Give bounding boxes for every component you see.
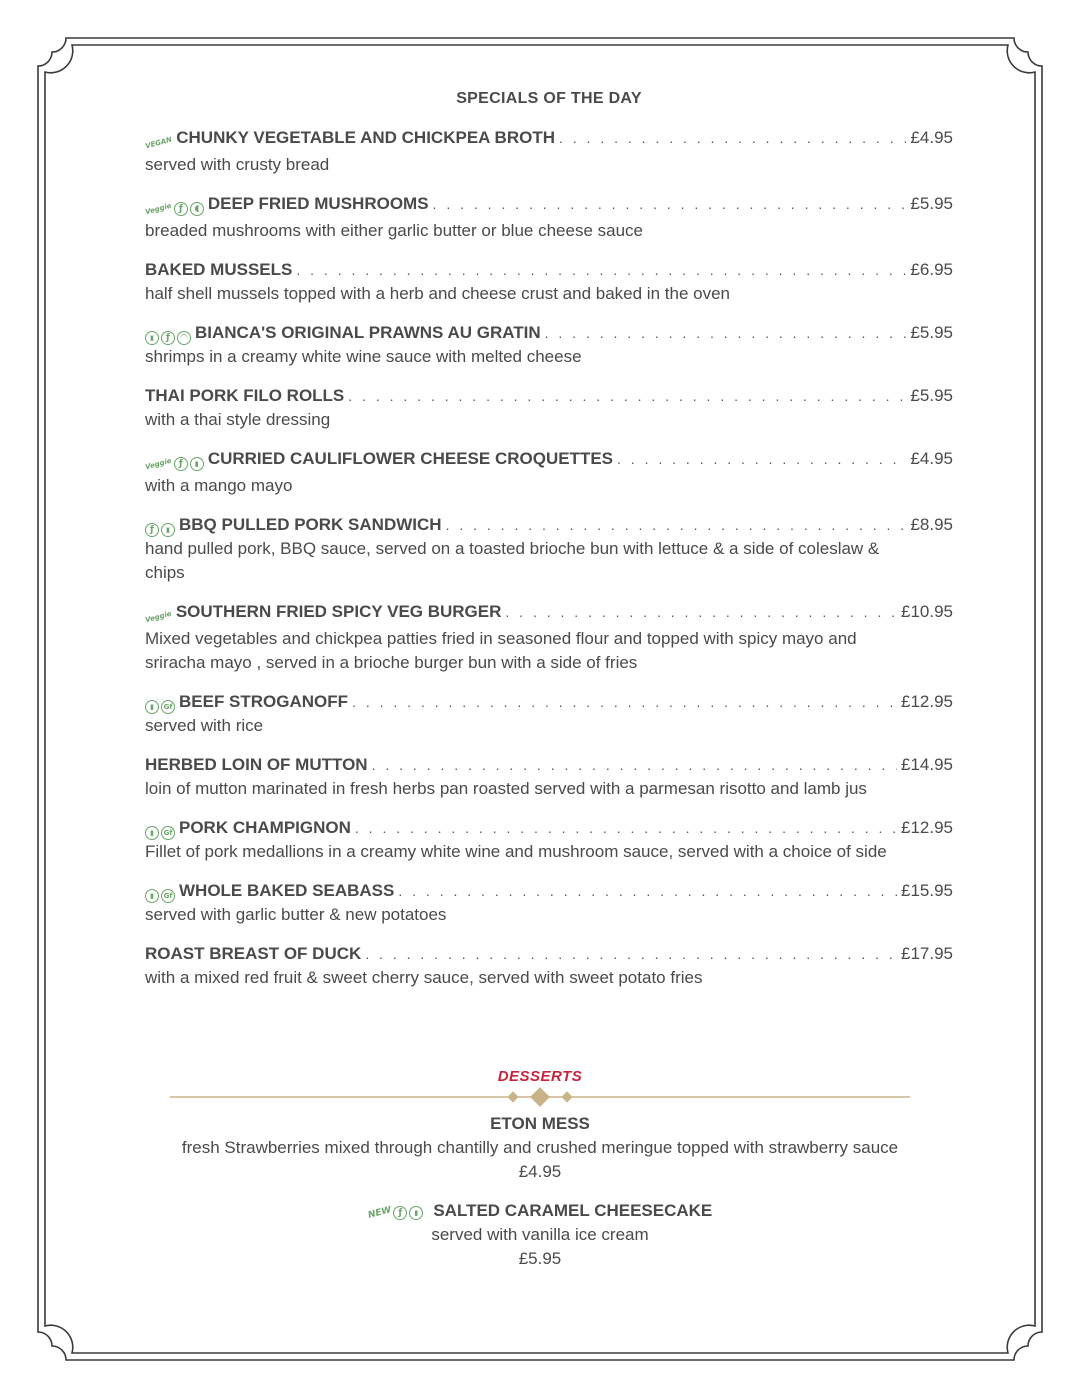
menu-item-price: £5.95 — [910, 323, 953, 342]
dairy-icon: ▮ — [409, 1206, 423, 1220]
dot-leader — [355, 816, 897, 840]
nut-icon: ƒ — [174, 457, 188, 471]
ornamental-divider — [170, 1087, 910, 1107]
menu-item-price: £4.95 — [910, 128, 953, 147]
menu-item-header — [145, 192, 953, 219]
menu-item — [145, 126, 953, 177]
menu-item-description: served with crusty bread — [145, 155, 330, 174]
menu-item-description: Mixed vegetables and chickpea patties fried in seasoned flour and topped with spicy mayo and sriracha mayo , served in a brioche burger bun with a side of fries — [145, 629, 857, 672]
menu-item — [145, 513, 953, 585]
menu-item-description: with a mango mayo — [145, 476, 293, 495]
dot-leader — [559, 126, 906, 150]
menu-item-name: HERBED LOIN OF MUTTON — [145, 755, 368, 774]
menu-item-price: £6.95 — [910, 260, 953, 279]
dot-leader — [433, 192, 907, 216]
menu-item-name: CURRIED CAULIFLOWER CHEESE CROQUETTES — [207, 449, 614, 468]
dessert-price: £5.95 — [518, 1249, 562, 1268]
menu-item — [145, 600, 953, 675]
dietary-icons — [145, 826, 175, 840]
menu-item — [145, 942, 953, 990]
menu-item-name: PORK CHAMPIGNON — [179, 818, 351, 837]
dessert-name: SALTED CARAMEL CHEESECAKE — [433, 1201, 713, 1220]
dessert-description: fresh Strawberries mixed through chantilly and crushed meringue topped with strawberry sauce — [181, 1138, 899, 1157]
specials-list — [145, 126, 953, 990]
dairy-icon: ▮ — [145, 826, 159, 840]
menu-item — [145, 321, 953, 369]
dot-leader — [545, 321, 907, 345]
dietary-icons — [145, 700, 175, 714]
menu-item-description: shrimps in a creamy white wine sauce with melted cheese — [145, 347, 582, 366]
menu-item-description: served with garlic butter & new potatoes — [145, 905, 447, 924]
dietary-icons — [145, 331, 191, 345]
menu-item-header — [145, 879, 953, 903]
menu-item-description: loin of mutton marinated in fresh herbs pan roasted served with a parmesan risotto and lamb jus — [145, 779, 867, 798]
menu-item-price: £17.95 — [901, 944, 953, 963]
gluten-free-icon: Gf — [161, 826, 175, 840]
menu-item-price: £5.95 — [910, 386, 953, 405]
menu-item-header — [145, 258, 953, 282]
menu-item — [145, 384, 953, 432]
dot-leader — [296, 258, 906, 282]
menu-item-header — [145, 513, 953, 537]
dairy-icon: ▮ — [145, 889, 159, 903]
dot-leader — [365, 942, 897, 966]
dessert-description: served with vanilla ice cream — [431, 1225, 649, 1244]
dietary-icons — [145, 131, 172, 155]
dessert-header — [368, 1199, 713, 1223]
dot-leader — [617, 447, 906, 471]
menu-item-name: BEEF STROGANOFF — [179, 692, 349, 711]
menu-item-description: hand pulled pork, BBQ sauce, served on a toasted brioche bun with lettuce & a side of coleslaw & chips — [145, 539, 880, 582]
dessert-header — [490, 1112, 590, 1136]
gluten-free-icon: Gf — [161, 700, 175, 714]
menu-item-price: £15.95 — [901, 881, 953, 900]
desserts-section — [0, 1068, 1080, 1286]
dot-leader — [372, 753, 897, 777]
dietary-icons — [145, 889, 175, 903]
dairy-icon: ▮ — [190, 457, 204, 471]
veggie-icon: Veggie — [144, 456, 173, 472]
menu-item-name: BBQ PULLED PORK SANDWICH — [179, 515, 442, 534]
menu-item-header — [145, 321, 953, 345]
menu-item-price: £14.95 — [901, 755, 953, 774]
menu-item-header — [145, 942, 953, 966]
menu-item — [145, 753, 953, 801]
veggie-icon: Veggie — [144, 609, 173, 625]
menu-item — [145, 879, 953, 927]
menu-item-name: SOUTHERN FRIED SPICY VEG BURGER — [175, 602, 502, 621]
dot-leader — [348, 384, 906, 408]
dessert-price: £4.95 — [518, 1162, 562, 1181]
dietary-icons — [145, 605, 172, 629]
dietary-icons — [368, 1206, 424, 1220]
menu-item-header — [145, 690, 953, 714]
menu-item-name: CHUNKY VEGETABLE AND CHICKPEA BROTH — [176, 128, 555, 147]
veggie-icon: Veggie — [144, 201, 173, 217]
nut-icon: ƒ — [145, 523, 159, 537]
nut-icon: ƒ — [393, 1206, 407, 1220]
dietary-icons — [145, 197, 204, 221]
menu-item-header — [145, 126, 953, 153]
menu-item-header — [145, 384, 953, 408]
menu-item-price: £5.95 — [910, 194, 953, 213]
menu-item-name: THAI PORK FILO ROLLS — [145, 386, 345, 405]
menu-item — [145, 192, 953, 243]
shellfish-icon: ◠ — [177, 331, 191, 345]
dietary-icons — [145, 523, 175, 537]
menu-item — [145, 816, 953, 864]
menu-item — [145, 690, 953, 738]
menu-item-header — [145, 753, 953, 777]
menu-item-description: with a mixed red fruit & sweet cherry sauce, served with sweet potato fries — [145, 968, 703, 987]
nut-icon: ƒ — [161, 331, 175, 345]
dot-leader — [398, 879, 897, 903]
dessert-item — [0, 1199, 1080, 1271]
dietary-icons — [145, 452, 204, 476]
menu-item-price: £8.95 — [910, 515, 953, 534]
menu-item-price: £12.95 — [901, 818, 953, 837]
menu-item-name: BIANCA'S ORIGINAL PRAWNS AU GRATIN — [195, 323, 541, 342]
menu-item — [145, 258, 953, 306]
leaf-icon: ◖ — [190, 202, 204, 216]
menu-item-name: DEEP FRIED MUSHROOMS — [207, 194, 429, 213]
dot-leader — [446, 513, 907, 537]
menu-item — [145, 447, 953, 498]
menu-item-description: breaded mushrooms with either garlic butter or blue cheese sauce — [145, 221, 643, 240]
menu-item-name: ROAST BREAST OF DUCK — [145, 944, 362, 963]
dairy-icon: ▮ — [161, 523, 175, 537]
desserts-list — [0, 1112, 1080, 1271]
menu-item-description: with a thai style dressing — [145, 410, 331, 429]
new-icon: NEW — [366, 1205, 393, 1221]
dairy-icon: ▮ — [145, 331, 159, 345]
section-title: SPECIALS OF THE DAY — [456, 90, 642, 107]
menu-item-price: £4.95 — [910, 449, 953, 468]
menu-item-description: half shell mussels topped with a herb and cheese crust and baked in the oven — [145, 284, 730, 303]
menu-item-header — [145, 816, 953, 840]
menu-item-name: WHOLE BAKED SEABASS — [179, 881, 395, 900]
menu-item-header — [145, 447, 953, 474]
vegan-icon: VEGAN — [144, 135, 173, 151]
menu-item-name: BAKED MUSSELS — [145, 260, 293, 279]
dessert-name: ETON MESS — [490, 1114, 590, 1133]
dairy-icon: ▮ — [145, 700, 159, 714]
specials-section — [145, 90, 953, 1005]
menu-item-price: £12.95 — [901, 692, 953, 711]
dot-leader — [505, 600, 897, 624]
nut-icon: ƒ — [174, 202, 188, 216]
menu-item-description: served with rice — [145, 716, 264, 735]
desserts-title: DESSERTS — [497, 1068, 583, 1085]
menu-item-price: £10.95 — [901, 602, 953, 621]
gluten-free-icon: Gf — [161, 889, 175, 903]
menu-item-header — [145, 600, 953, 627]
dot-leader — [352, 690, 897, 714]
dessert-item — [0, 1112, 1080, 1184]
menu-item-description: Fillet of pork medallions in a creamy white wine and mushroom sauce, served with a choice of side — [145, 842, 887, 861]
